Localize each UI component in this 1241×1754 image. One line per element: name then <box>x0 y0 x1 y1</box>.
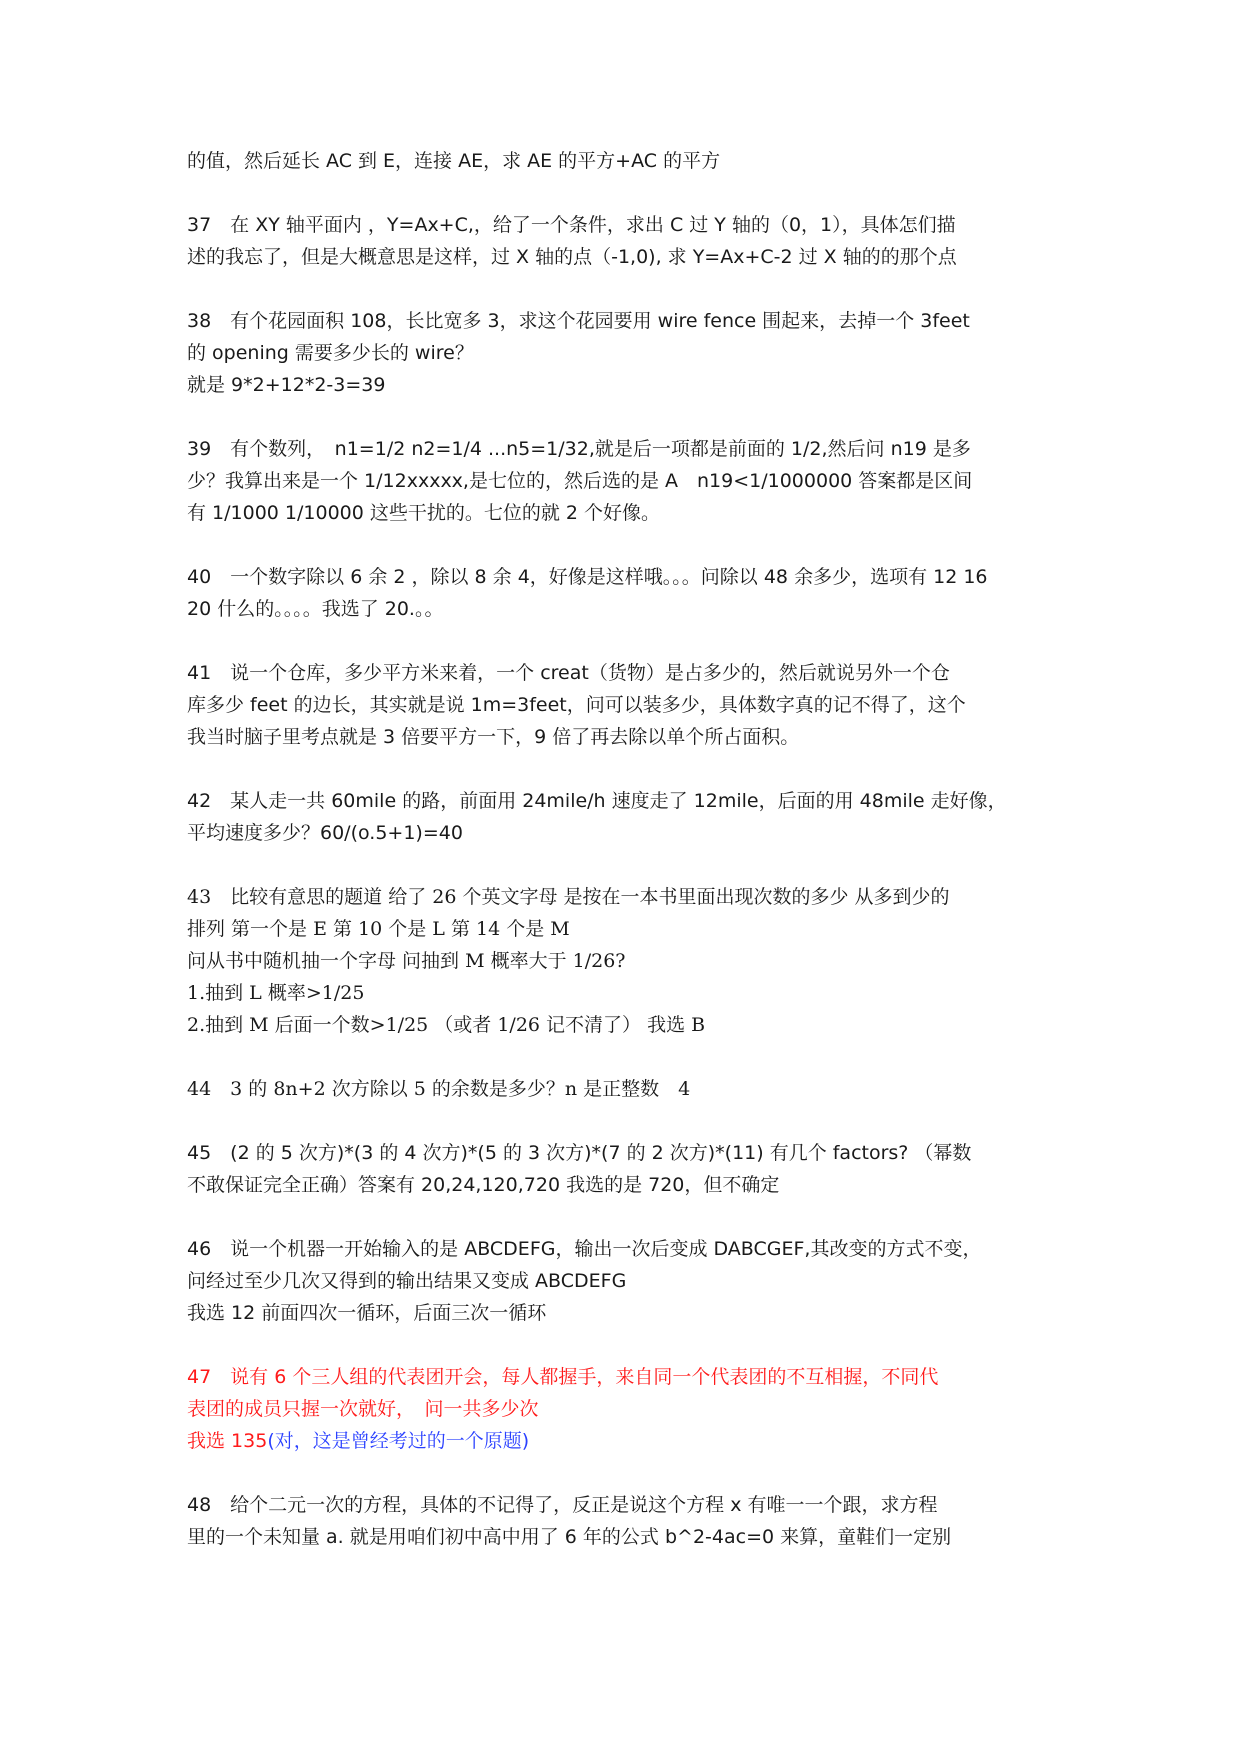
line-text: 38 有个花园面积 108，长比宽多 3，求这个花园要用 wire fence 围起来，去掉一个 3feet <box>187 310 970 332</box>
line-text: 20 什么的。。。。我选了 20.。。 <box>187 598 444 620</box>
line-text: 问经过至少几次又得到的输出结果又变成 ABCDEFG <box>187 1270 627 1292</box>
text-line <box>187 1137 1087 1169</box>
line-text: 问从书中随机抽一个字母 问抽到 M 概率大于 1/26? <box>187 950 626 972</box>
text-line <box>187 465 1087 497</box>
line-text: 我选 12 前面四次一循环，后面三次一循环 <box>187 1302 547 1324</box>
line-text: 的 opening 需要多少长的 wire？ <box>187 342 474 364</box>
line-text: 不敢保证完全正确）答案有 20,24,120,720 我选的是 720，但不确定 <box>187 1174 780 1196</box>
question-block <box>187 1073 1087 1105</box>
text-line <box>187 561 1087 593</box>
text-line <box>187 369 1087 401</box>
text-line <box>187 657 1087 689</box>
line-text: 44 3 的 8n+2 次方除以 5 的余数是多少？n 是正整数 4 <box>187 1078 691 1100</box>
line-text: 43 比较有意思的题道 给了 26 个英文字母 是按在一本书里面出现次数的多少 从多到少的 <box>187 886 950 908</box>
text-line <box>187 1265 1087 1297</box>
text-line <box>187 913 1087 945</box>
text-line <box>187 209 1087 241</box>
question-block <box>187 561 1087 625</box>
text-line <box>187 817 1087 849</box>
question-block <box>187 305 1087 401</box>
line-text: 48 给个二元一次的方程，具体的不记得了，反正是说这个方程 x 有唯一一个跟，求方程 <box>187 1494 938 1516</box>
question-block <box>187 145 1087 177</box>
question-block <box>187 657 1087 753</box>
question-block <box>187 1489 1087 1553</box>
text-line <box>187 1393 1087 1425</box>
line-text: 46 说一个机器一开始输入的是 ABCDEFG，输出一次后变成 DABCGEF,其改变的方式不变， <box>187 1238 982 1260</box>
text-line <box>187 1073 1087 1105</box>
line-text: 我当时脑子里考点就是 3 倍要平方一下，9 倍了再去除以单个所占面积。 <box>187 726 800 748</box>
text-line <box>187 145 1087 177</box>
question-block <box>187 881 1087 1041</box>
question-block <box>187 433 1087 529</box>
line-text: 就是 9*2+12*2-3=39 <box>187 374 386 396</box>
text-line <box>187 1521 1087 1553</box>
text-line <box>187 497 1087 529</box>
line-text: 47 说有 6 个三人组的代表团开会，每人都握手，来自同一个代表团的不互相握，不同代 <box>187 1366 939 1388</box>
line-text: 1.抽到 L 概率>1/25 <box>187 982 365 1004</box>
text-line <box>187 721 1087 753</box>
text-line <box>187 945 1087 977</box>
line-text: 有 1/1000 1/10000 这些干扰的。七位的就 2 个好像。 <box>187 502 661 524</box>
line-text: 37 在 XY 轴平面内 ，Y=Ax+C,，给了一个条件，求出 C 过 Y 轴的（0，1），具体怎们描 <box>187 214 956 236</box>
text-line <box>187 305 1087 337</box>
line-text: 里的一个未知量 a. 就是用咱们初中高中用了 6 年的公式 b^2-4ac=0 来算，童鞋们一定别 <box>187 1526 952 1548</box>
text-line <box>187 1489 1087 1521</box>
text-line <box>187 785 1087 817</box>
text-line <box>187 689 1087 721</box>
line-annotation: (对，这是曾经考过的一个原题) <box>267 1430 530 1452</box>
line-text: 的值，然后延长 AC 到 E，连接 AE，求 AE 的平方+AC 的平方 <box>187 150 721 172</box>
text-line <box>187 433 1087 465</box>
question-block <box>187 1233 1087 1329</box>
line-text: 45 (2 的 5 次方)*(3 的 4 次方)*(5 的 3 次方)*(7 的 2 次方)*(11) 有几个 factors? （幂数 <box>187 1142 972 1164</box>
line-text: 40 一个数字除以 6 余 2 ，除以 8 余 4，好像是这样哦。。。问除以 48 余多少，选项有 12 16 <box>187 566 988 588</box>
line-text: 表团的成员只握一次就好， 问一共多少次 <box>187 1398 539 1420</box>
question-block <box>187 1137 1087 1201</box>
document-content <box>187 145 1087 1585</box>
text-line <box>187 241 1087 273</box>
line-text: 述的我忘了，但是大概意思是这样，过 X 轴的点（-1,0), 求 Y=Ax+C-2 过 X 轴的的那个点 <box>187 246 957 268</box>
text-line <box>187 593 1087 625</box>
line-text: 39 有个数列， n1=1/2 n2=1/4 ...n5=1/32,就是后一项都是前面的 1/2,然后问 n19 是多 <box>187 438 971 460</box>
text-line <box>187 337 1087 369</box>
question-block <box>187 209 1087 273</box>
line-text: 排列 第一个是 E 第 10 个是 L 第 14 个是 M <box>187 918 570 940</box>
text-line <box>187 1169 1087 1201</box>
question-block <box>187 785 1087 849</box>
text-line <box>187 977 1087 1009</box>
line-text: 42 某人走一共 60mile 的路，前面用 24mile/h 速度走了 12mile，后面的用 48mile 走好像， <box>187 790 1007 812</box>
line-text: 少？我算出来是一个 1/12xxxxx,是七位的，然后选的是 A n19<1/1000000 答案都是区间 <box>187 470 973 492</box>
line-text: 平均速度多少？60/(o.5+1)=40 <box>187 822 463 844</box>
text-line <box>187 1361 1087 1393</box>
text-line <box>187 1297 1087 1329</box>
line-text: 41 说一个仓库，多少平方米来着，一个 creat（货物）是占多少的，然后就说另外一个仓 <box>187 662 950 684</box>
text-line <box>187 1425 1087 1457</box>
question-block <box>187 1361 1087 1457</box>
text-line <box>187 1009 1087 1041</box>
text-line <box>187 881 1087 913</box>
line-text: 2.抽到 M 后面一个数>1/25 （或者 1/26 记不清了） 我选 B <box>187 1014 706 1036</box>
line-text: 库多少 feet 的边长，其实就是说 1m=3feet，问可以装多少，具体数字真的记不得了，这个 <box>187 694 966 716</box>
text-line <box>187 1233 1087 1265</box>
line-text: 我选 135 <box>187 1430 268 1452</box>
